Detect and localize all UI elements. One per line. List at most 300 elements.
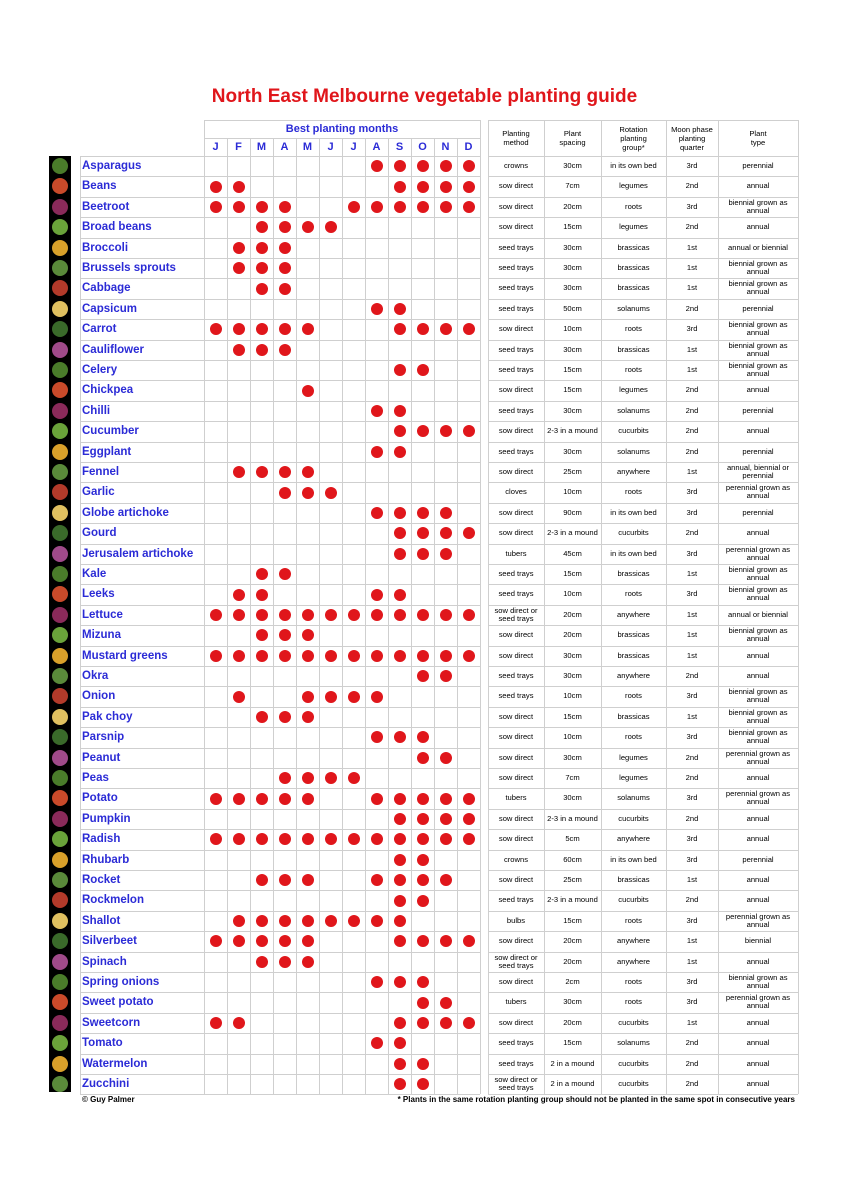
cell-quarter: 2nd — [685, 528, 699, 538]
planting-dot — [440, 833, 452, 845]
vegetable-name: Capsicum — [82, 302, 137, 315]
cell-quarter: 2nd — [685, 446, 699, 456]
cell-group: anywhere — [617, 936, 650, 946]
cell-spacing: 20cm — [563, 609, 582, 619]
planting-dot — [371, 793, 383, 805]
vegetable-name: Tomato — [82, 1037, 123, 1050]
planting-dot — [233, 323, 245, 335]
planting-dot — [325, 609, 337, 621]
cell-group: roots — [625, 691, 642, 701]
cell-method: seed trays — [498, 365, 534, 374]
cell-quarter: 2nd — [685, 405, 699, 415]
planting-dot — [256, 833, 268, 845]
cell-group: brassicas — [617, 711, 650, 721]
planting-dot — [325, 691, 337, 703]
planting-dot — [279, 629, 291, 641]
cell-group: cucurbits — [618, 1017, 649, 1027]
planting-dot — [325, 487, 337, 499]
cell-group: legumes — [619, 385, 648, 395]
vegetable-name: Gourd — [82, 527, 117, 540]
vegetable-icon — [52, 648, 68, 664]
planting-dot — [463, 935, 475, 947]
planting-dot — [463, 425, 475, 437]
planting-dot — [394, 323, 406, 335]
planting-dot — [348, 915, 360, 927]
cell-type: biennial grown as annual — [728, 687, 788, 705]
planting-dot — [440, 650, 452, 662]
planting-dot — [302, 650, 314, 662]
cell-type: annual — [746, 181, 770, 191]
vegetable-name: Beans — [82, 180, 117, 193]
planting-dot — [325, 772, 337, 784]
cell-spacing: 15cm — [563, 385, 582, 395]
cell-quarter: 3rd — [686, 487, 698, 497]
cell-group: brassicas — [617, 569, 650, 578]
cell-method: sow direct or seed trays — [494, 605, 538, 623]
cell-quarter: 1st — [686, 263, 698, 272]
row-line — [80, 952, 480, 953]
vegetable-name: Potato — [82, 792, 118, 805]
row-line — [80, 523, 480, 524]
vegetable-name: Peas — [82, 772, 109, 784]
vegetable-name: Zucchini — [82, 1078, 130, 1090]
vegetable-icon — [52, 301, 68, 317]
planting-dot — [417, 1058, 429, 1070]
planting-dot — [256, 956, 268, 968]
vegetable-name: Okra — [82, 670, 109, 682]
cell-method: seed trays — [498, 691, 534, 701]
cell-quarter: 1st — [686, 875, 698, 884]
planting-dot — [210, 609, 222, 621]
vegetable-icon — [52, 668, 68, 684]
vegetable-name: Sweetcorn — [82, 1016, 141, 1029]
cell-quarter: 1st — [686, 1017, 698, 1027]
vegetable-icon — [52, 770, 68, 786]
planting-dot — [302, 691, 314, 703]
planting-dot — [325, 221, 337, 233]
planting-dot — [394, 915, 406, 927]
cell-type: perennial — [742, 446, 774, 456]
planting-dot — [279, 956, 291, 968]
cell-type: annual — [746, 385, 770, 395]
vegetable-icon — [52, 954, 68, 970]
column-header — [601, 120, 666, 156]
cell-type: biennial grown as annual — [728, 973, 788, 990]
vegetable-name: Broccoli — [82, 241, 129, 254]
cell-method: sow direct — [498, 385, 534, 395]
planting-dot — [256, 711, 268, 723]
vegetable-name: Cucumber — [82, 425, 139, 438]
cell-method: seed trays — [498, 242, 534, 252]
vegetable-icon — [52, 750, 68, 766]
vegetable-icon — [52, 607, 68, 623]
cell-type: biennial grown as annual — [728, 320, 788, 338]
cell-type: biennial — [744, 936, 772, 946]
planting-dot — [394, 548, 406, 560]
cell-quarter: 3rd — [686, 201, 698, 211]
cell-spacing: 30cm — [563, 752, 582, 762]
cell-spacing: 15cm — [563, 1038, 582, 1048]
vegetable-icon — [52, 260, 68, 276]
cell-spacing: 2 in a mound — [550, 1058, 595, 1068]
planting-dot — [371, 405, 383, 417]
planting-dot — [210, 793, 222, 805]
footnote: * Plants in the same rotation planting group should not be planted in the same spot in consecutive years — [397, 1095, 795, 1104]
cell-type: perennial — [742, 507, 774, 517]
page-title: North East Melbourne vegetable planting guide — [211, 86, 638, 107]
vegetable-icon — [52, 811, 68, 827]
month-label: N — [441, 141, 450, 153]
planting-dot — [371, 833, 383, 845]
vegetable-name: Leeks — [82, 588, 115, 601]
row-line — [80, 809, 480, 810]
planting-dot — [279, 935, 291, 947]
planting-dot — [394, 160, 406, 172]
cell-method: sow direct — [498, 630, 534, 640]
planting-dot — [394, 405, 406, 417]
vegetable-name: Shallot — [82, 914, 121, 927]
cell-method: sow direct — [498, 936, 534, 946]
planting-dot — [417, 935, 429, 947]
planting-dot — [417, 976, 429, 988]
planting-dot — [417, 201, 429, 213]
cell-spacing: 10cm — [563, 324, 582, 334]
cell-method: crowns — [503, 854, 529, 864]
cell-spacing: 20cm — [563, 201, 582, 211]
planting-dot — [233, 344, 245, 356]
month-label: M — [302, 141, 313, 153]
row-line — [80, 727, 480, 728]
cell-quarter: 3rd — [686, 548, 698, 558]
cell-type: biennial grown as annual — [728, 259, 788, 276]
vegetable-name: Parsnip — [82, 731, 125, 744]
vegetable-icon — [52, 1076, 68, 1092]
planting-dot — [210, 935, 222, 947]
planting-dot — [233, 650, 245, 662]
row-line — [80, 238, 480, 239]
planting-dot — [256, 589, 268, 601]
vegetable-icon — [52, 1056, 68, 1072]
cell-spacing: 7cm — [565, 181, 580, 191]
vegetable-name: Spring onions — [82, 976, 160, 988]
vegetable-name: Sweet potato — [82, 996, 154, 1009]
cell-spacing: 2-3 in a mound — [547, 895, 598, 905]
row-line — [80, 686, 480, 687]
cell-spacing: 30cm — [563, 283, 582, 293]
planting-dot — [279, 201, 291, 213]
planting-dot — [233, 262, 245, 274]
cell-spacing: 30cm — [563, 446, 582, 456]
planting-dot — [371, 874, 383, 886]
planting-dot — [463, 793, 475, 805]
row-line — [80, 931, 480, 932]
planting-dot — [417, 731, 429, 743]
planting-dot — [302, 323, 314, 335]
cell-quarter: 3rd — [686, 854, 698, 864]
planting-dot — [440, 160, 452, 172]
cell-group: in its own bed — [610, 854, 657, 864]
cell-type: annual — [746, 1058, 770, 1068]
planting-dot — [371, 609, 383, 621]
cell-type: perennial — [742, 161, 774, 170]
vegetable-name: Onion — [82, 690, 116, 703]
cell-spacing: 30cm — [563, 242, 582, 252]
planting-dot — [440, 997, 452, 1009]
planting-dot — [233, 793, 245, 805]
cell-quarter: 1st — [686, 242, 698, 252]
planting-dot — [463, 833, 475, 845]
cell-method: seed trays — [498, 283, 534, 293]
vegetable-icon — [52, 199, 68, 215]
cell-group: cucurbits — [618, 1079, 649, 1088]
planting-dot — [233, 242, 245, 254]
month-label: D — [464, 141, 473, 153]
cell-quarter: 1st — [686, 630, 698, 640]
cell-spacing: 90cm — [563, 507, 582, 517]
planting-dot — [233, 589, 245, 601]
row-line — [80, 1033, 480, 1034]
vegetable-icon — [52, 872, 68, 888]
planting-dot — [394, 425, 406, 437]
cell-method: crowns — [503, 161, 529, 170]
vegetable-icon — [52, 505, 68, 521]
cell-group: roots — [625, 977, 642, 986]
cell-method: sow direct — [498, 426, 534, 436]
vegetable-name: Peanut — [82, 751, 121, 764]
planting-dot — [417, 1017, 429, 1029]
cell-quarter: 1st — [686, 467, 698, 476]
planting-dot — [210, 201, 222, 213]
planting-dot — [348, 772, 360, 784]
row-line — [80, 605, 480, 606]
planting-dot — [417, 752, 429, 764]
planting-dot — [279, 711, 291, 723]
planting-dot — [371, 589, 383, 601]
cell-method: seed trays — [498, 589, 534, 599]
planting-dot — [302, 629, 314, 641]
planting-dot — [417, 160, 429, 172]
row-line — [80, 319, 480, 320]
planting-dot — [417, 364, 429, 376]
cell-quarter: 3rd — [686, 793, 698, 803]
planting-dot — [279, 323, 291, 335]
vegetable-image-strip — [49, 156, 71, 1092]
planting-dot — [256, 283, 268, 295]
planting-dot — [302, 793, 314, 805]
planting-dot — [417, 527, 429, 539]
planting-dot — [394, 364, 406, 376]
planting-dot — [440, 507, 452, 519]
row-line — [80, 707, 480, 708]
planting-dot — [279, 609, 291, 621]
cell-type: annual or biennial — [728, 609, 788, 619]
months-header: Best planting months — [285, 123, 399, 135]
cell-group: cucurbits — [618, 813, 649, 823]
cell-group: roots — [625, 201, 642, 211]
month-column-line — [457, 138, 458, 1094]
vegetable-name: Pumpkin — [82, 812, 131, 825]
planting-dot — [256, 874, 268, 886]
cell-group: legumes — [619, 181, 648, 191]
cell-type: perennial — [742, 303, 774, 313]
planting-dot — [348, 650, 360, 662]
cell-method: seed trays — [498, 263, 534, 272]
planting-dot — [371, 201, 383, 213]
planting-dot — [417, 874, 429, 886]
cell-type: annual — [746, 834, 770, 844]
cell-spacing: 20cm — [563, 1017, 582, 1027]
row-line — [80, 829, 480, 830]
planting-dot — [210, 181, 222, 193]
planting-dot — [233, 1017, 245, 1029]
planting-dot — [233, 181, 245, 193]
planting-dot — [463, 201, 475, 213]
planting-dot — [302, 385, 314, 397]
cell-type: perennial grown as annual — [725, 544, 791, 562]
cell-type: annual — [746, 773, 770, 782]
vegetable-name: Jerusalem artichoke — [82, 547, 194, 560]
cell-method: bulbs — [506, 915, 526, 925]
planting-dot — [256, 650, 268, 662]
cell-method: sow direct — [498, 201, 534, 211]
planting-dot — [325, 915, 337, 927]
row-line — [80, 911, 480, 912]
planting-dot — [440, 1017, 452, 1029]
cell-group: roots — [625, 365, 642, 374]
cell-method: sow direct or seed trays — [494, 1075, 538, 1092]
planting-dot — [417, 854, 429, 866]
row-line — [80, 278, 480, 279]
grid-left-line — [80, 156, 81, 1094]
cell-method: tubers — [505, 548, 527, 558]
planting-dot — [417, 997, 429, 1009]
vegetable-name: Celery — [82, 364, 118, 376]
vegetable-icon — [52, 464, 68, 480]
planting-dot — [302, 711, 314, 723]
cell-group: cucurbits — [618, 1058, 649, 1068]
planting-dot — [256, 609, 268, 621]
cell-quarter: 2nd — [685, 303, 699, 313]
planting-dot — [394, 1017, 406, 1029]
cell-spacing: 30cm — [563, 161, 582, 170]
cell-spacing: 20cm — [563, 956, 582, 966]
cell-group: in its own bed — [610, 161, 657, 170]
month-label: M — [256, 141, 267, 153]
row-line — [80, 176, 480, 177]
planting-dot — [394, 1078, 406, 1090]
cell-type: annual — [746, 875, 770, 884]
cell-method: seed trays — [498, 1038, 534, 1048]
vegetable-name: Broad beans — [82, 221, 152, 234]
planting-dot — [440, 752, 452, 764]
cell-spacing: 10cm — [563, 589, 582, 599]
cell-group: brassicas — [617, 875, 650, 884]
cell-spacing: 30cm — [563, 405, 582, 415]
cell-quarter: 1st — [686, 711, 698, 721]
planting-dot — [279, 772, 291, 784]
cell-spacing: 15cm — [563, 711, 582, 721]
cell-method: sow direct — [498, 650, 534, 660]
row-line — [80, 625, 480, 626]
planting-dot — [348, 691, 360, 703]
vegetable-icon — [52, 566, 68, 582]
planting-dot — [279, 793, 291, 805]
planting-dot — [302, 772, 314, 784]
vegetable-icon — [52, 240, 68, 256]
cell-group: brassicas — [617, 283, 650, 293]
cell-spacing: 30cm — [563, 997, 582, 1007]
cell-type: biennial grown as annual — [728, 707, 788, 725]
cell-method: tubers — [505, 793, 527, 803]
cell-spacing: 30cm — [563, 263, 582, 272]
vegetable-name: Pak choy — [82, 710, 133, 723]
month-column-line — [204, 120, 205, 1094]
cell-spacing: 30cm — [563, 344, 582, 354]
cell-quarter: 1st — [686, 283, 698, 293]
cell-method: sow direct — [498, 732, 534, 742]
cell-spacing: 2-3 in a mound — [547, 426, 598, 436]
cell-type: annual — [746, 222, 770, 232]
planting-dot — [394, 181, 406, 193]
planting-dot — [417, 609, 429, 621]
cell-quarter: 3rd — [686, 834, 698, 844]
vegetable-name: Brussels sprouts — [82, 262, 176, 274]
cell-quarter: 2nd — [685, 773, 699, 782]
cell-quarter: 3rd — [686, 161, 698, 170]
cell-spacing: 10cm — [563, 691, 582, 701]
cell-type: annual or biennial — [728, 242, 788, 252]
cell-quarter: 1st — [686, 936, 698, 946]
cell-spacing: 2-3 in a mound — [547, 528, 598, 538]
vegetable-icon — [52, 342, 68, 358]
cell-quarter: 2nd — [685, 1038, 699, 1048]
row-line — [80, 421, 480, 422]
cell-method: seed trays — [498, 895, 534, 905]
planting-dot — [210, 833, 222, 845]
planting-dot — [394, 854, 406, 866]
cell-quarter: 1st — [686, 569, 698, 578]
cell-spacing: 20cm — [563, 936, 582, 946]
cell-group: anywhere — [617, 467, 650, 476]
vegetable-name: Carrot — [82, 323, 117, 336]
row-line — [80, 442, 480, 443]
planting-dot — [233, 466, 245, 478]
copyright: © Guy Palmer — [82, 1095, 135, 1104]
planting-dot — [371, 731, 383, 743]
cell-type: annual, biennial or perennial — [726, 463, 790, 480]
cell-quarter: 1st — [686, 956, 698, 966]
cell-method: seed trays — [498, 344, 534, 354]
cell-type: annual — [746, 426, 770, 436]
planting-dot — [440, 323, 452, 335]
planting-dot — [371, 691, 383, 703]
row-line — [80, 584, 480, 585]
cell-spacing: 7cm — [565, 773, 580, 782]
column-header — [488, 120, 544, 156]
cell-spacing: 2 in a mound — [550, 1079, 595, 1088]
column-header-label: Plant type — [749, 129, 767, 147]
cell-type: annual — [746, 671, 770, 680]
cell-method: sow direct — [498, 875, 534, 884]
planting-dot — [371, 915, 383, 927]
cell-quarter: 1st — [686, 609, 698, 619]
month-column-line — [250, 138, 251, 1094]
info-column-line — [798, 120, 799, 1094]
vegetable-name: Silverbeet — [82, 935, 137, 948]
planting-dot — [463, 609, 475, 621]
planting-dot — [256, 568, 268, 580]
cell-group: anywhere — [617, 609, 650, 619]
